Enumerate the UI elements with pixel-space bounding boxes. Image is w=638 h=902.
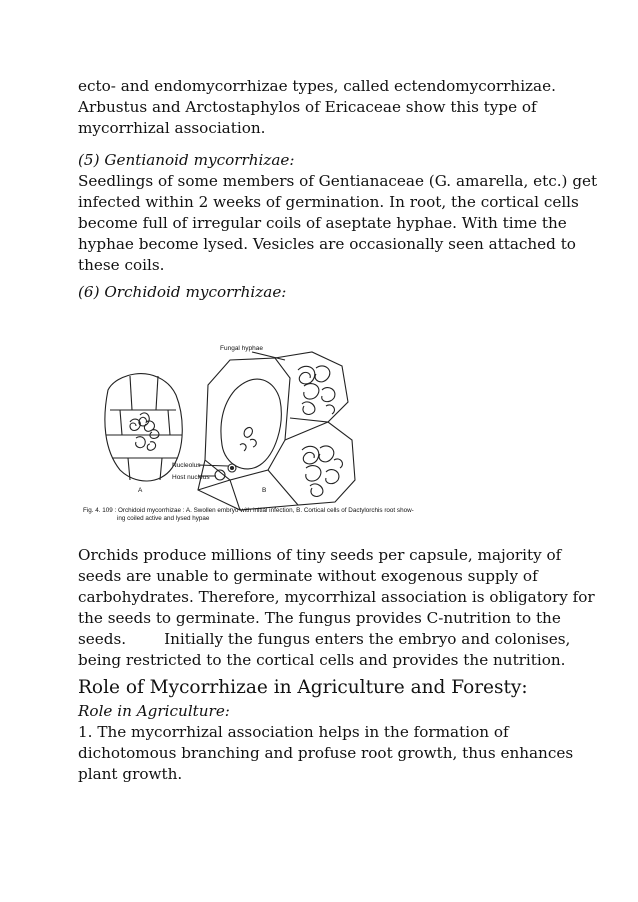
text-line: Orchids produce millions of tiny seeds per capsule, majority of xyxy=(78,546,562,564)
text-line: the seeds to germinate. The fungus provides C-nutrition to the xyxy=(78,609,561,627)
text-line: hyphae become lysed. Vesicles are occasionally seen attached to xyxy=(78,235,576,253)
text-fragment: seeds. xyxy=(78,630,127,648)
text-line: dichotomous branching and profuse root growth, thus enhances xyxy=(78,744,574,762)
section-gentianoid xyxy=(78,150,598,276)
section-heading: (6) Orchidoid mycorrhizae: xyxy=(78,283,287,301)
orchid-mycorrhizae-figure xyxy=(80,330,410,535)
embryo-drawing-a xyxy=(105,374,182,481)
text-line: carbohydrates. Therefore, mycorrhizal association is obligatory for xyxy=(78,588,595,606)
text-fragment: Initially the fungus enters the embryo and colonises, xyxy=(164,630,571,648)
text-line: ecto- and endomycorrhizae types, called ectendomycorrhizae. xyxy=(78,77,556,95)
figure-caption xyxy=(83,507,413,523)
role-section-heading: Role of Mycorrhizae in Agriculture and Foresty: xyxy=(78,677,528,698)
label-nucleolus: Nucleolus xyxy=(172,462,201,469)
text-line: mycorrhizal association. xyxy=(78,119,266,137)
role-agriculture-paragraph xyxy=(78,701,574,785)
text-line: seeds are unable to germinate without exogenous supply of xyxy=(78,567,538,585)
label-host-nucleus: Host nucleus xyxy=(172,474,210,481)
caption-line: ing coiled active and lysed hypae xyxy=(117,515,210,522)
subheading: Role in Agriculture: xyxy=(78,702,230,720)
label-fungal-hyphae: Fungal hyphae xyxy=(220,345,264,352)
text-line: become full of irregular coils of aseptate hyphae. With time the xyxy=(78,214,567,232)
cortical-cells-drawing-b xyxy=(198,352,355,510)
caption-line: Fig. 4. 109 : Orchidoid mycorrhizae : A. Swollen embryo with initial infection, B. Cortical cells of Dactylorchis root show- xyxy=(83,507,414,514)
section-orchidoid-heading xyxy=(78,282,568,303)
nucleolus-pointer xyxy=(198,465,228,466)
orchid-paragraph xyxy=(78,545,595,671)
intro-paragraph xyxy=(78,76,568,139)
text-line: these coils. xyxy=(78,256,165,274)
text-line: 1. The mycorrhizal association helps in the formation of xyxy=(78,723,509,741)
text-line: Arbustus and Arctostaphylos of Ericaceae show this type of xyxy=(78,98,537,116)
label-panel-b: B xyxy=(262,487,267,494)
text-line: being restricted to the cortical cells and provides the nutrition. xyxy=(78,651,566,669)
section-heading: (5) Gentianoid mycorrhizae: xyxy=(78,151,295,169)
label-panel-a: A xyxy=(138,487,143,494)
text-line: Seedlings of some members of Gentianaceae (G. amarella, etc.) get xyxy=(78,172,598,190)
text-line: infected within 2 weeks of germination. In root, the cortical cells xyxy=(78,193,579,211)
text-line: plant growth. xyxy=(78,765,183,783)
text-line-split xyxy=(78,629,571,650)
